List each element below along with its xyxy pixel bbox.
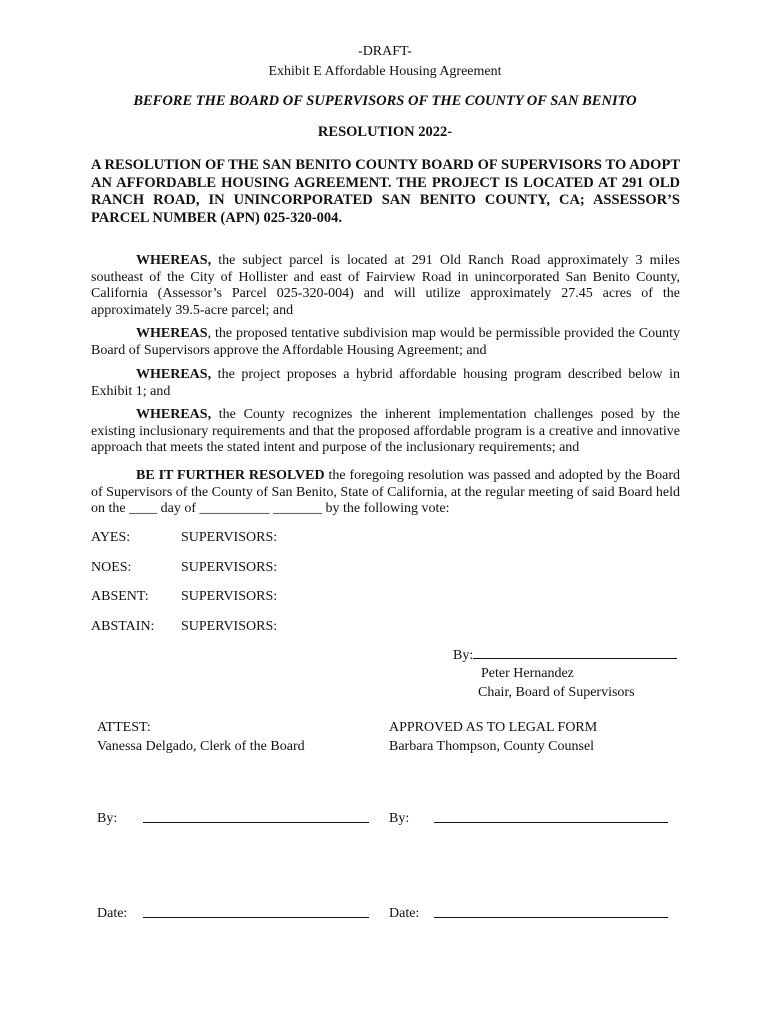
whereas-text: , the proposed tentative subdivision map would be permissible provided the County Board of Supervisors approve the Affordable Housing Agreement; and	[91, 326, 680, 358]
approved-by-line	[434, 812, 668, 828]
resolved-text: the foregoing resolution was passed and adopted by the Board of Supervisors of the County of San Benito, State of California, at the regular meeting of said Board held on the ____ day of __________ _______ by the following vote:	[91, 468, 680, 516]
resolved-paragraph	[91, 468, 680, 518]
approved-date-label: Date:	[389, 906, 420, 921]
vote-label: NOES:	[91, 560, 132, 575]
whereas-text: the subject parcel is located at 291 Old Ranch Road approximately 3 miles southeast of the City of Hollister and east of Fairview Road in unincorporated San Benito County, California (Assessor’s Parcel 025-320-004) and will utilize approximately 27.45 acres of the approximately 39.5-acre parcel; and	[91, 253, 680, 318]
whereas-lead: WHEREAS,	[136, 253, 212, 268]
exhibit-label: Exhibit E Affordable Housing Agreement	[268, 64, 502, 79]
vote-value: SUPERVISORS:	[181, 530, 278, 545]
attest-name: Vanessa Delgado, Clerk of the Board	[97, 739, 305, 754]
approved-date-line	[434, 907, 668, 923]
whereas-paragraph	[91, 326, 680, 359]
chair-signature-line	[453, 648, 677, 664]
attest-heading: ATTEST:	[97, 720, 151, 735]
whereas-text: the County recognizes the inherent implementation challenges posed by the existing inclusionary requirements and that the proposed affordable program is a creative and innovative approach that meets the stated intent and purpose of the inclusionary requirements; and	[91, 407, 680, 455]
attest-date-line	[143, 907, 369, 923]
chair-title: Chair, Board of Supervisors	[478, 685, 635, 700]
chair-by-label: By:	[453, 648, 474, 663]
vote-value: SUPERVISORS:	[181, 560, 278, 575]
attest-by-label: By:	[97, 811, 118, 826]
whereas-lead: WHEREAS	[136, 326, 208, 341]
vote-label: ABSENT:	[91, 589, 149, 604]
attest-date-label: Date:	[97, 906, 128, 921]
approved-heading: APPROVED AS TO LEGAL FORM	[389, 720, 598, 735]
whereas-lead: WHEREAS,	[136, 407, 212, 422]
vote-value: SUPERVISORS:	[181, 589, 278, 604]
board-heading: BEFORE THE BOARD OF SUPERVISORS OF THE COUNTY OF SAN BENITO	[133, 93, 637, 109]
whereas-text: the project proposes a hybrid affordable housing program described below in Exhibit 1; and	[91, 367, 680, 399]
resolved-lead: BE IT FURTHER RESOLVED	[136, 468, 325, 483]
signature-blank	[473, 657, 677, 659]
resolution-number: RESOLUTION 2022-	[317, 124, 453, 140]
vote-value: SUPERVISORS:	[181, 619, 278, 634]
chair-name: Peter Hernandez	[481, 666, 574, 681]
attest-by-line	[143, 812, 369, 828]
draft-label: -DRAFT-	[358, 44, 412, 59]
approved-by-label: By:	[389, 811, 410, 826]
vote-label: AYES:	[91, 530, 131, 545]
whereas-paragraph	[91, 253, 680, 319]
whereas-paragraph	[91, 407, 680, 457]
resolution-title: A RESOLUTION OF THE SAN BENITO COUNTY BOARD OF SUPERVISORS TO ADOPT AN AFFORDABLE HOUSING AGREEMENT. THE PROJECT IS LOCATED AT 291 OLD RANCH ROAD, IN UNINCORPORATED SAN BENITO COUNTY, CA; ASSESSOR’S PARCEL NUMBER (APN) 025-320-004.	[91, 157, 680, 226]
approved-name: Barbara Thompson, County Counsel	[389, 739, 595, 754]
whereas-lead: WHEREAS,	[136, 367, 212, 382]
whereas-paragraph	[91, 367, 680, 400]
vote-label: ABSTAIN:	[91, 619, 155, 634]
